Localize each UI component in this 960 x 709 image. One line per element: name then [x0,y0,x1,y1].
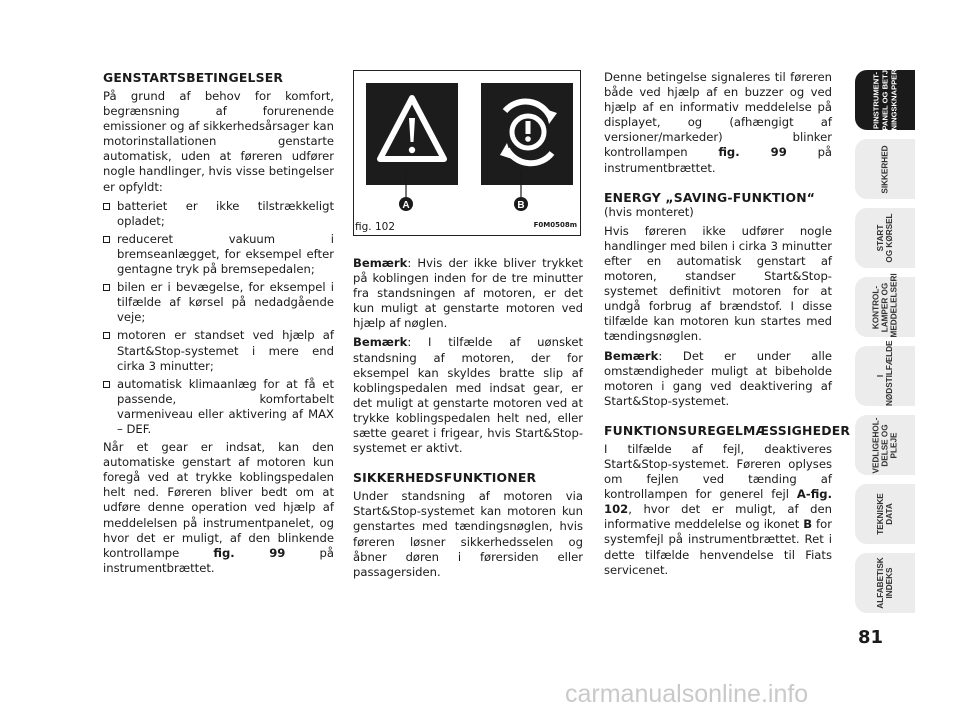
list-item: batteriet er ikke tilstrækkeligt opladet; [103,199,334,229]
safety-paragraph: Under standsning af motoren via Start&Stop-systemet kan motoren kun genstartes med tændingsnøglen, hvis føreren løsner sikkerhedsselen og åbner døren i førersiden eller passagersiden. [353,489,583,579]
tab-warning-lights[interactable]: KONTROL- LAMPER OG MEDDELELSERI [855,277,915,337]
heading-restart-conditions: GENSTARTSBETINGELSER [103,70,284,85]
tab-start-driving[interactable]: START OG KØRSEL [855,208,915,268]
note-deactivate: Bemærk: Det er under alle omstændigheder muligt at bibeholde motoren i gang ved deaktivering af Start&Stop-systemet. [604,348,832,408]
figure-code: F0M0508m [533,221,577,229]
gear-restart-paragraph: Når et gear er indsat, kan den automatiske genstart af motoren kun foregå ved at trykke koblingspedalen helt ned. Føreren bliver bedt om at udføre denne operation ved hjælp af meddelelsen på instrumentpanelet, og hvor det er muligt, af den blinkende kontrollampe fig. 99 på instrumentbrættet. [103,440,334,575]
column-2 [353,256,583,584]
note-unwanted-stop: Bemærk: I tilfælde af uønsket standsning af motoren, der for eksempel kan skyldes bratte slip af koblingspedalen med indsat gear, er det muligt at genstarte motoren ved at trykke koblingspedalen helt ned, eller sætte gearet i frigear, hvis Start&Stop-systemet er aktivt. [353,335,583,456]
warning-icons-illustration [354,71,580,235]
tab-maintenance[interactable]: VEDLIGEHOL- DELSE OG PLEJE [855,415,915,475]
label-b: B [517,200,525,211]
figure-102 [353,70,581,236]
checkbox-bullet-icon [103,236,110,243]
watermark: carmanualsonline.info [565,680,809,708]
signal-paragraph: Denne betingelse signaleres til føreren både ved hjælp af en buzzer og ved hjælp af en informativ meddelelse på displayet, og (afhængigt af versioner/markeder) blinker kontrollampen fig. 99 på instrumentbrættet. [604,70,833,175]
column-1 [103,70,334,580]
malfunction-paragraph: I tilfælde af fejl, deaktiveres Start&Stop-systemet. Føreren oplyses om fejlen ved tænding af kontrollampen for generel fejl A-fig. 102, hvor det er muligt, af den informative meddelelse og ikonet B for systemfejl på instrumentbrættet. Ret i dette tilfælde henvendelse til Fiats servicenet. [604,441,832,577]
heading-malfunctions: FUNKTIONSUREGELMÆSSIGHEDER [604,422,851,438]
note-clutch: Bemærk: Hvis der ikke bliver trykket på koblingen inden for de tre minutter fra standsningen af motoren, er det kun muligt at genstarte motoren ved hjælp af nøglen. [353,256,583,331]
tab-instrument-panel[interactable]: PINSTRUMENT- PANEL OG BETJE- NINGSKNAPPERI [855,70,915,130]
energy-saving-subtitle: (hvis monteret) [604,204,694,219]
conditions-list [103,199,334,437]
column-3 [604,70,851,582]
checkbox-bullet-icon [103,203,110,210]
list-item: bilen er i bevægelse, for eksempel i tilfælde af kørsel på nedadgående veje; [103,280,334,325]
figure-caption [353,221,581,237]
page-number: 81 [858,627,884,648]
checkbox-bullet-icon [103,332,110,339]
intro-paragraph: På grund af behov for komfort, begrænsning af forurenende emissioner og af sikkerhedsårsager kan motorinstallationen genstarte automatisk, uden at føreren udfører nogle handlinger, hvis visse betingelser er opfyldt: [103,89,334,194]
tab-technical-data[interactable]: TEKNISKE DATA [855,484,915,544]
label-a: A [402,200,410,211]
tab-alphabetical-index[interactable]: ALFABETISK INDEKS [855,553,915,613]
heading-safety-functions: SIKKERHEDSFUNKTIONER [353,470,537,486]
checkbox-bullet-icon [103,284,110,291]
tab-safety[interactable]: SIKKERHED [855,139,915,199]
energy-saving-paragraph: Hvis føreren ikke udfører nogle handlinger med bilen i cirka 3 minutter efter en automatisk genstart af motoren, standser Start&Stop-systemet definitivt motoren for at undgå forbrug af brændstof. I disse tilfælde kan motoren kun startes med tændingsnøglen. [604,223,832,344]
heading-energy-saving: ENERGY „SAVING-FUNKTION“ [604,189,816,205]
checkbox-bullet-icon [103,381,110,388]
figure-number: fig. 102 [355,221,395,233]
tab-emergency[interactable]: I NØDSTILFÆLDE [855,346,915,406]
list-item: motoren er standset ved hjælp af Start&Stop-systemet i mere end cirka 3 minutter; [103,328,334,373]
list-item: automatisk klimaanlæg for at få et passende, komfortabelt varmeniveau eller aktivering af MAX – DEF. [103,377,334,437]
list-item: reduceret vakuum i bremseanlægget, for eksempel efter gentagne tryk på bremsepedalen; [103,232,334,277]
